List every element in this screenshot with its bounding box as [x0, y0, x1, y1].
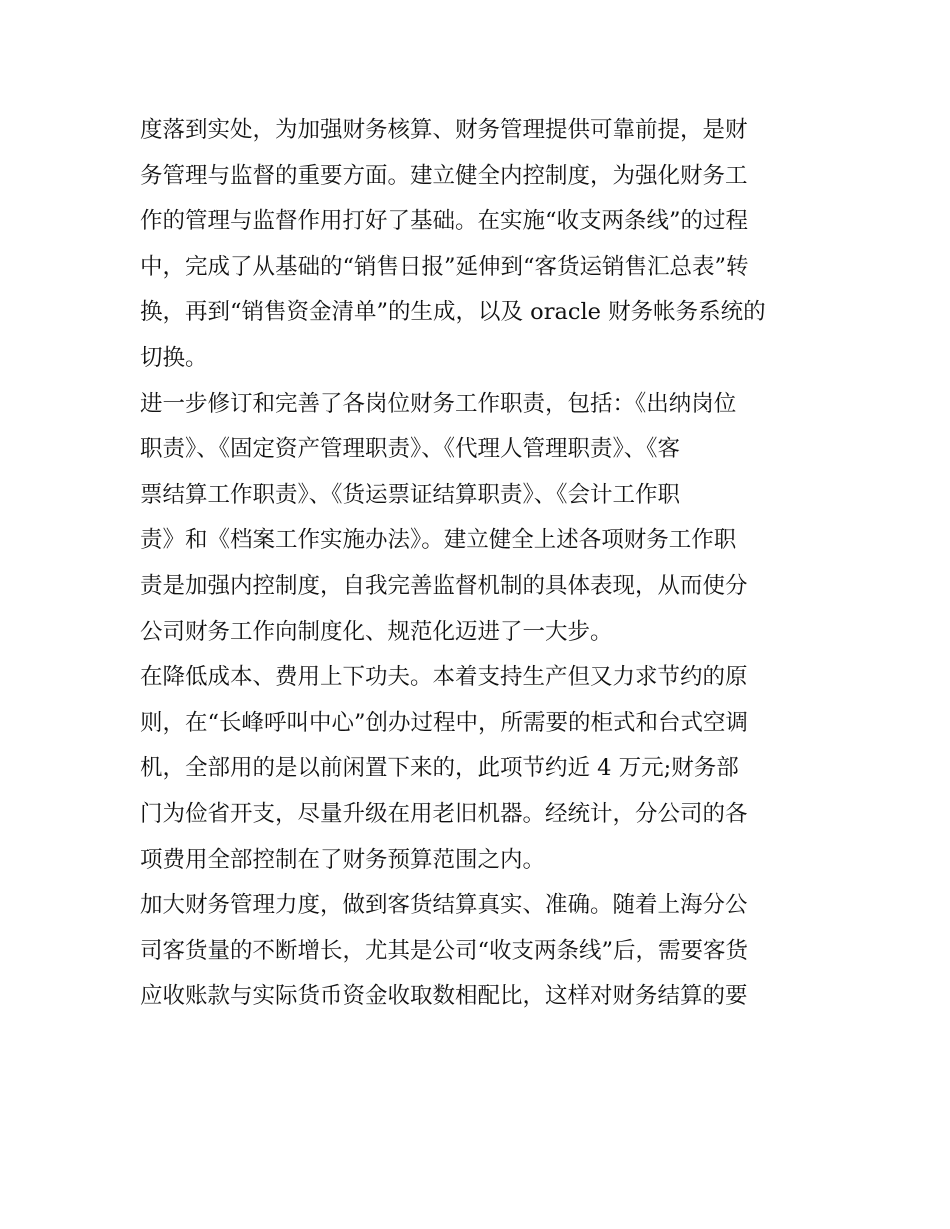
- text-line: 进一步修订和完善了各岗位财务工作职责，包括：《出纳岗位: [140, 390, 737, 417]
- document-body: [140, 108, 820, 1020]
- text-line: 门为俭省开支，尽量升级在用老旧机器。经统计，分公司的各: [140, 800, 748, 827]
- text-line: 则，在“长峰呼叫中心”创办过程中，所需要的柜式和台式空调: [140, 709, 749, 736]
- text-line: 职责》、《固定资产管理职责》、《代理人管理职责》、《客: [140, 436, 681, 463]
- text-line: 在降低成本、费用上下功夫。本着支持生产但又力求节约的原: [140, 664, 748, 691]
- text-line: 中，完成了从基础的“销售日报”延伸到“客货运销售汇总表”转: [140, 253, 749, 280]
- text-line: 加大财务管理力度，做到客货结算真实、准确。随着上海分公: [140, 892, 748, 919]
- text-line: 作的管理与监督作用打好了基础。在实施“收支两条线”的过程: [140, 208, 749, 235]
- text-line: 公司财务工作向制度化、规范化迈进了一大步。: [140, 618, 613, 645]
- text-line: 应收账款与实际货币资金收取数相配比，这样对财务结算的要: [140, 983, 748, 1010]
- text-line: 司客货量的不断增长，尤其是公司“收支两条线”后，需要客货: [140, 937, 749, 964]
- text-line: 务管理与监督的重要方面。建立健全内控制度，为强化财务工: [140, 162, 748, 189]
- text-line: 票结算工作职责》、《货运票证结算职责》、《会计工作职: [140, 481, 681, 508]
- text-line: 责》和《档案工作实施办法》。建立健全上述各项财务工作职: [140, 527, 737, 554]
- text-line: 机，全部用的是以前闲置下来的，此项节约近 4 万元;财务部: [140, 755, 739, 782]
- text-line: 度落到实处，为加强财务核算、财务管理提供可靠前提，是财: [140, 117, 748, 143]
- text-line: 换，再到“销售资金清单”的生成，以及 oracle 财务帐务系统的: [140, 299, 766, 326]
- text-line: 项费用全部控制在了财务预算范围之内。: [140, 846, 546, 873]
- text-line: 切换。: [140, 344, 208, 371]
- text-line: 责是加强内控制度，自我完善监督机制的具体表现，从而使分: [140, 572, 748, 599]
